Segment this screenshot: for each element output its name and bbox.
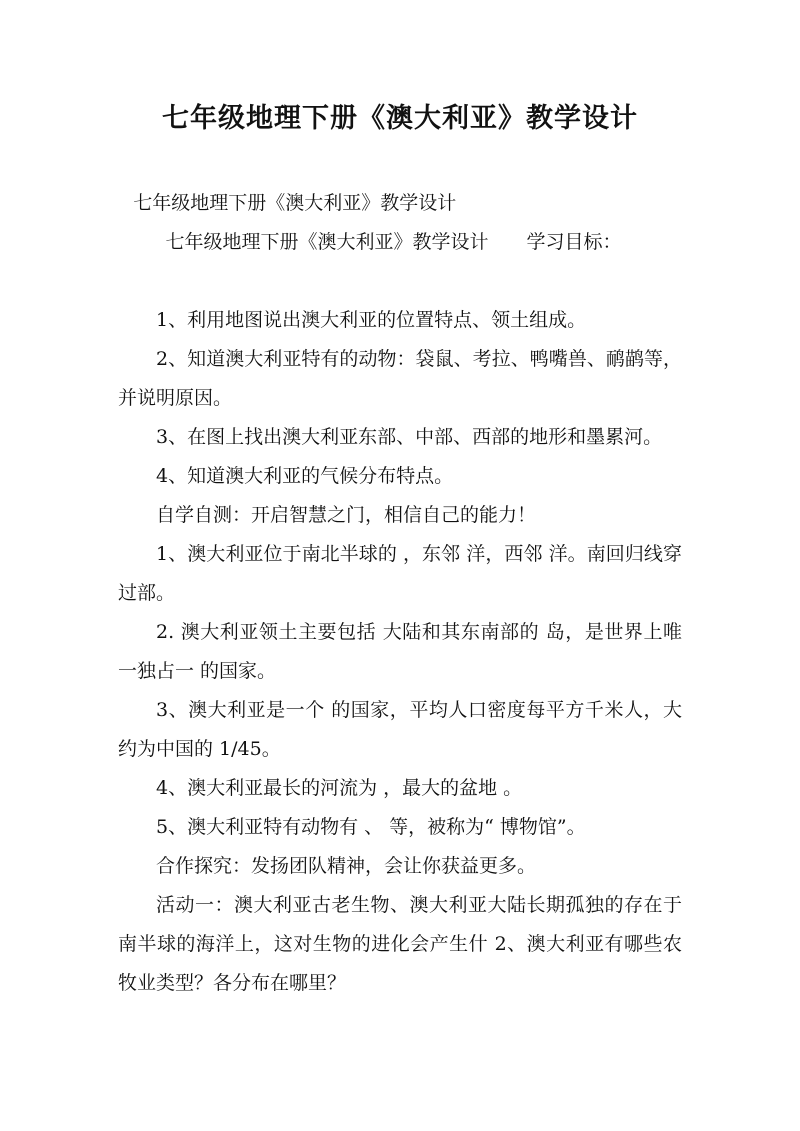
paragraph-question-5: 5、澳大利亚特有动物有 、 等，被称为“ 博物馆”。 (156, 816, 586, 838)
paragraph-objective-3: 3、在图上找出澳大利亚东部、中部、西部的地形和墨累河。 (156, 426, 663, 448)
paragraph-objective-4: 4、知道澳大利亚的气候分布特点。 (156, 465, 454, 487)
paragraph-cooperation-heading: 合作探究：发扬团队精神，会让你获益更多。 (156, 855, 537, 877)
paragraph-objective-2: 2、知道澳大利亚特有的动物：袋鼠、考拉、鸭嘴兽、鸸鹋等，并说明原因。 (118, 348, 682, 409)
paragraph-objective-1: 1、利用地图说出澳大利亚的位置特点、领土组成。 (156, 309, 587, 331)
blank-line (118, 262, 682, 301)
paragraph-self-study-heading: 自学自测：开启智慧之门，相信自己的能力！ (156, 504, 537, 526)
paragraph-question-1: 1、澳大利亚位于南北半球的 ，东邻 洋，西邻 洋。南回归线穿过部。 (118, 543, 682, 604)
paragraph-heading-repeat: 七年级地理下册《澳大利亚》教学设计 (133, 192, 457, 214)
paragraph-question-2: 2. 澳大利亚领土主要包括 大陆和其东南部的 岛，是世界上唯一独占一 的国家。 (118, 621, 682, 682)
paragraph-learning-objectives-heading: 七年级地理下册《澳大利亚》教学设计 学习目标： (165, 231, 622, 253)
paragraph-question-3: 3、澳大利亚是一个 的国家，平均人口密度每平方千米人，大约为中国的 1/45。 (118, 699, 682, 760)
document-title: 七年级地理下册《澳大利亚》教学设计 (162, 103, 638, 134)
paragraph-question-4: 4、澳大利亚最长的河流为 ，最大的盆地 。 (156, 777, 523, 799)
document-body (118, 184, 682, 1003)
paragraph-activity-1: 活动一：澳大利亚古老生物、澳大利亚大陆长期孤独的存在于南半球的海洋上，这对生物的进化会产生什 2、澳大利亚有哪些农牧业类型？各分布在哪里？ (118, 894, 682, 994)
